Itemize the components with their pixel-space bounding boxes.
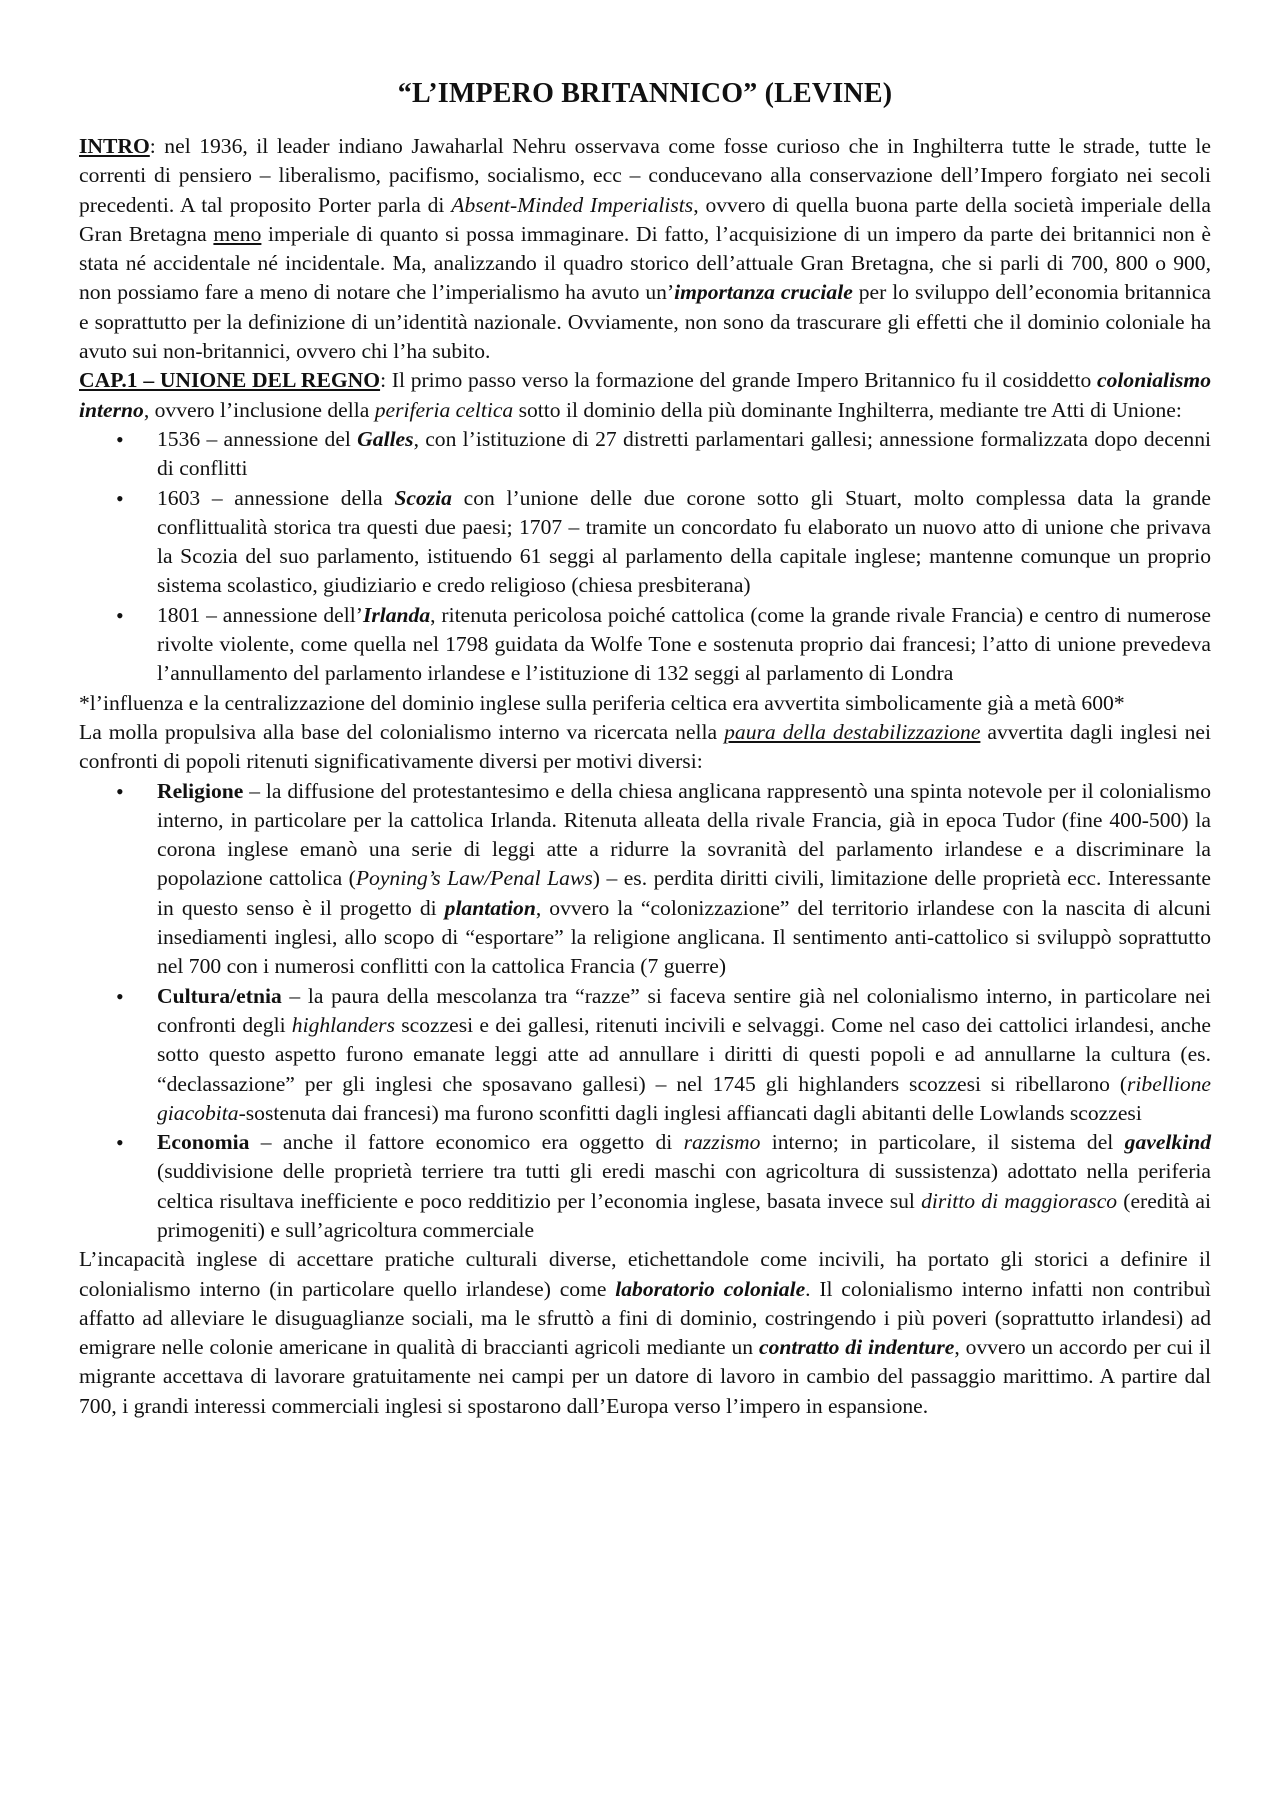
motive-text: – anche il fattore economico era oggetto di: [249, 1130, 684, 1155]
intro-italic: Absent-Minded Imperialists: [451, 192, 694, 217]
motive-label: Cultura/etnia: [157, 983, 282, 1008]
act-text: , ritenuta pericolosa poiché cattolica (come la grande rivale Francia) e centro di numerose rivolte violente, come quella nel 1798 guidata da Wolfe Tone e sostenuta proprio dai francesi; l’atto di unione prevedeva l’annullamento del parlamento irlandese e l’istituzione di 132 seggi al parlamento di Londra: [157, 602, 1211, 686]
closing-emphasis: laboratorio coloniale: [615, 1276, 806, 1301]
acts-list: [79, 425, 1211, 689]
motives-list: [79, 777, 1211, 1246]
act-text: con l’unione delle due corone sotto gli Stuart, molto complessa data la grande conflittualità storica tra questi due paesi; 1707 – tramite un concordato fu elaborato un nuovo atto di unione che privava la Scozia del suo parlamento, istituendo 61 seggi al parlamento della capitale inglese; mantenne comunque un proprio sistema scolastico, giudiziario e credo religioso (chiesa presbiterana): [157, 485, 1212, 598]
motive-label: Religione: [157, 778, 244, 803]
act-country: Galles: [357, 426, 414, 451]
motive-emphasis: plantation: [444, 895, 536, 920]
motive-text: scozzesi e dei gallesi, ritenuti incivili e selvaggi. Come nel caso dei cattolici irlandesi, anche sotto questo aspetto furono emanate leggi atte ad annullare i diritti di questi popoli e ad annullarne la cultura (es. “declassazione” per gli inglesi che sposavano gallesi) – nel 1745 gli highlanders scozzesi si ribellarono (: [157, 1012, 1211, 1096]
motive-text: (suddivisione delle proprietà terriere tra tutti gli eredi maschi con agricoltura di sussistenza) adottato nella periferia celtica risultava inefficiente e poco redditizio per l’economia inglese, basata invece sul: [157, 1159, 1211, 1213]
molla-text: La molla propulsiva alla base del colonialismo interno va ricercata nella: [79, 719, 725, 744]
motive-italic: highlanders: [291, 1012, 395, 1037]
cap1-text: sotto il dominio della più dominante Inghilterra, mediante tre Atti di Unione:: [513, 397, 1182, 422]
intro-text: : nel 1936, il leader indiano Jawaharlal Nehru osservava come fosse curioso che in Inghilterra tutte le strade, tutte le correnti di pensiero – liberalismo, pacifismo, socialismo, ecc – conducevano alla conservazione dell’Impero forgiato nei secoli precedenti. A tal proposito Porter parla di: [79, 134, 1211, 217]
intro-text: per lo sviluppo dell’economia britannica e soprattutto per la definizione di un’identità nazionale. Ovviamente, non sono da trascurare gli effetti che il dominio coloniale ha avuto sui non-britannici, ovvero chi l’ha subito.: [79, 280, 1212, 364]
closing-text: , ovvero un accordo per cui il migrante accettava di lavorare gratuitamente nei campi per un datore di lavoro in cambio del passaggio marittimo. A partire dal 700, i grandi interessi commerciali inglesi si spostarono dall’Europa verso l’impero in espansione.: [79, 1335, 1211, 1418]
intro-text: , ovvero di quella buona parte della società imperiale della Gran Bretagna: [79, 192, 1211, 246]
list-item: [157, 777, 1211, 982]
closing-emphasis: contratto di indenture: [758, 1335, 955, 1360]
closing-paragraph: [79, 1245, 1211, 1421]
list-item: [157, 982, 1211, 1128]
motive-text: – la paura della mescolanza tra “razze” si faceva sentire già nel colonialismo interno, in particolare nei confronti degli: [157, 983, 1211, 1037]
closing-text: . Il colonialismo interno infatti non contribuì affatto ad alleviare le disuguaglianze sociali, ma le sfruttò a fini di dominio, costringendo i più poveri (soprattutto irlandesi) ad emigrare nelle colonie americane in qualità di braccianti agricoli mediante un: [79, 1276, 1211, 1360]
motive-italic: diritto di maggiorasco: [921, 1188, 1118, 1213]
molla-paragraph: [79, 718, 1211, 777]
motive-text: – la diffusione del protestantesimo e della chiesa anglicana rappresentò una spinta notevole per il colonialismo interno, in particolare per la cattolica Irlanda. Ritenuta alleata della rivale Francia, già in epoca Tudor (fine 400-500) la corona inglese emanò una serie di leggi atte a ridurre la sovranità del parlamento irlandese e a discriminare la popolazione cattolica (: [157, 778, 1211, 891]
act-text: , con l’istituzione di 27 distretti parlamentari gallesi; annessione formalizzata dopo decenni di conflitti: [157, 426, 1211, 481]
act-country: Irlanda: [362, 602, 431, 627]
motive-text: interno; in particolare, il sistema del: [760, 1130, 1125, 1155]
cap1-paragraph: [79, 366, 1211, 425]
motive-text: -sostenuta dai francesi) ma furono sconfitti dagli inglesi affiancati dagli abitanti delle Lowlands scozzesi: [238, 1100, 1142, 1125]
intro-label: INTRO: [79, 134, 150, 158]
act-text: 1801 – annessione dell’: [157, 602, 363, 627]
motive-italic: ribellione giacobita: [157, 1071, 1211, 1125]
intro-underlined: meno: [213, 221, 262, 246]
cap1-italic: periferia celtica: [374, 397, 514, 422]
act-text: 1536 – annessione del: [157, 426, 358, 451]
motive-italic: Poyning’s Law/Penal Laws: [355, 866, 593, 891]
motive-label: Economia: [157, 1130, 250, 1155]
list-item: [157, 425, 1211, 484]
molla-emphasis: paura della destabilizzazione: [724, 719, 981, 744]
motive-text: (eredità ai primogeniti) e sull’agricoltura commerciale: [157, 1188, 1211, 1242]
intro-text: imperiale di quanto si possa immaginare. Di fatto, l’acquisizione di un impero da parte dei britannici non è stata né accidentale né incidentale. Ma, analizzando il quadro storico dell’attuale Gran Bretagna, che si parli di 700, 800 o 900, non possiamo fare a meno di notare che l’imperialismo ha avuto un’: [79, 221, 1212, 305]
list-item: [157, 1128, 1211, 1245]
cap1-heading: CAP.1 – UNIONE DEL REGNO: [79, 368, 381, 393]
molla-text: avvertita dagli inglesi nei confronti di popoli ritenuti significativamente diversi per motivi diversi:: [79, 719, 1211, 774]
list-item: [157, 484, 1211, 601]
document-page: [79, 76, 1211, 1421]
motive-text: , ovvero la “colonizzazione” del territorio irlandese con la nascita di alcuni insediamenti inglesi, allo scopo di “esportare” la religione anglicana. Il sentimento anti-cattolico si sviluppò soprattutto nel 700 con i numerosi conflitti con la cattolica Francia (7 guerre): [157, 895, 1212, 979]
motive-italic: razzismo: [683, 1130, 761, 1155]
intro-emphasis: importanza cruciale: [674, 280, 853, 305]
document-title: “L’IMPERO BRITANNICO” (LEVINE): [397, 78, 893, 109]
note-paragraph: *l’influenza e la centralizzazione del dominio inglese sulla periferia celtica era avvertita simbolicamente già a metà 600*: [79, 690, 1125, 715]
act-text: 1603 – annessione della: [157, 485, 395, 510]
cap1-text: : Il primo passo verso la formazione del grande Impero Britannico fu il cosiddetto: [380, 368, 1098, 393]
cap1-emphasis: colonialismo interno: [79, 368, 1211, 422]
motive-text: ) – es. perdita diritti civili, limitazione delle proprietà ecc. Interessante in questo senso è il progetto di: [157, 866, 1212, 920]
list-item: [157, 601, 1211, 689]
intro-paragraph: [79, 132, 1211, 366]
cap1-text: , ovvero l’inclusione della: [143, 397, 375, 422]
motive-emphasis: gavelkind: [1124, 1130, 1212, 1155]
closing-text: L’incapacità inglese di accettare pratiche culturali diverse, etichettandole come incivili, ha portato gli storici a definire il colonialismo interno (in particolare quello irlandese) come: [79, 1247, 1211, 1301]
act-country: Scozia: [394, 485, 452, 510]
